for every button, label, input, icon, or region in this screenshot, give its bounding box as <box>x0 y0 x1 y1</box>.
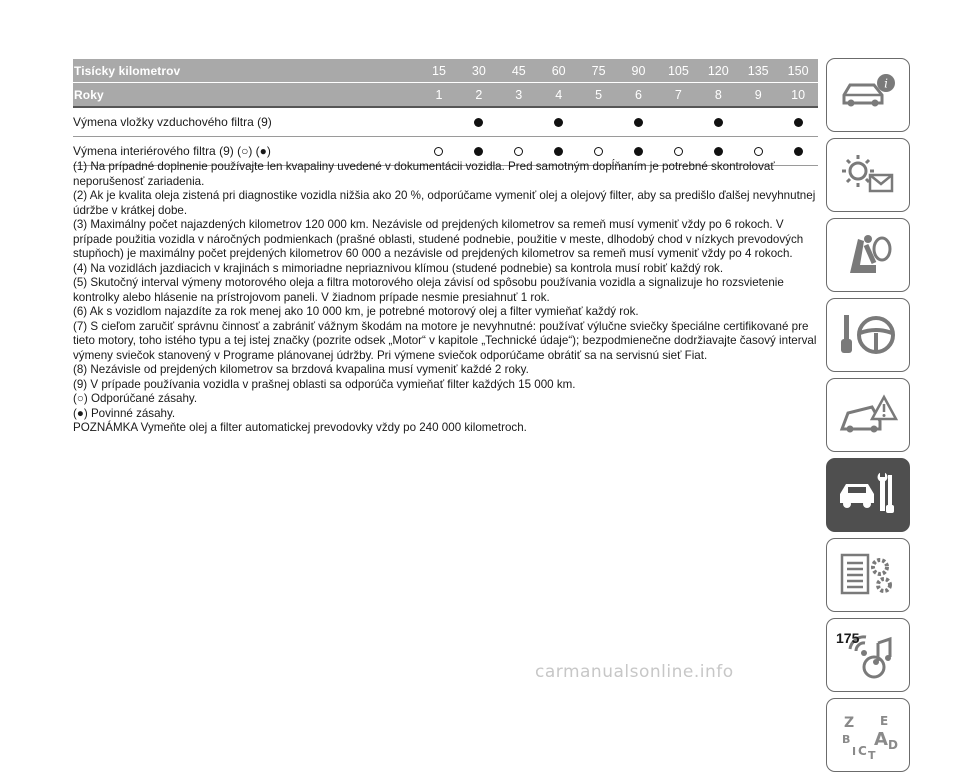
km-cells <box>419 64 818 78</box>
table-cell <box>658 115 698 129</box>
year-cells <box>419 88 818 102</box>
recommended-circle-icon <box>754 147 763 156</box>
header-year-cell: 10 <box>791 87 806 102</box>
mandatory-dot-icon <box>714 147 723 156</box>
tab-car-wrench[interactable] <box>826 458 910 532</box>
table-cell <box>418 115 458 129</box>
mandatory-dot-icon <box>474 118 483 127</box>
footnote: (●) Povinné zásahy. <box>73 406 176 420</box>
car-info-icon <box>836 69 900 121</box>
svg-text:T: T <box>868 749 876 761</box>
airbag-seat-icon <box>836 229 900 281</box>
header-year-cell: 1 <box>435 87 443 102</box>
table-cell <box>618 115 658 129</box>
mandatory-dot-icon <box>714 118 723 127</box>
table-cell <box>578 115 618 129</box>
header-year-cell: 3 <box>515 87 523 102</box>
footnote: POZNÁMKA Vymeňte olej a filter automatickej prevodovky vždy po 240 000 kilometroch. <box>73 421 527 434</box>
header-km-cell: 135 <box>747 63 769 78</box>
table-cell <box>778 115 818 129</box>
header-km-cell: 75 <box>591 63 606 78</box>
tab-car-info[interactable] <box>826 58 910 132</box>
header-km-cell: 150 <box>787 63 809 78</box>
mandatory-dot-icon <box>794 118 803 127</box>
header-km-cell: 60 <box>551 63 566 78</box>
footnote: (7) S cieľom zaručiť správnu činnosť a zabrániť vážnym škodám na motore je nevyhnutné: používať výlučne sviečky špeciálne certifikované pre tieto motory, toho istého typu a tej istej značky (pozrite odsek „Motor“ v kapitole „Technické údaje“); bezpodmienečne dodržiavajte časový interval výmeny sviečok stanovený v Programe plánovanej údržby. Pri výmene sviečok odporúčame obrátiť sa na servisnú sieť Fiat. <box>73 319 817 362</box>
svg-text:Z: Z <box>844 715 855 731</box>
mandatory-dot-icon <box>794 147 803 156</box>
chapter-tabs <box>826 58 914 778</box>
header-years-label: Roky <box>74 87 104 102</box>
table-cell <box>538 144 578 158</box>
table-cell <box>418 144 458 158</box>
header-km-cell: 30 <box>471 63 486 78</box>
header-year-cell: 6 <box>635 87 642 102</box>
index-az-icon <box>836 709 900 761</box>
mandatory-dot-icon <box>474 147 483 156</box>
key-steering-icon <box>836 309 900 361</box>
table-header-years <box>73 82 818 106</box>
footnote: (2) Ak je kvalita oleja zistená pri diagnostike vozidla nižšia ako 20 %, odporúčame vymeniť olej a olejový filter, aby sa predišlo ďalšej nevyhnutnej údržbe v krátkej dobe. <box>73 189 816 217</box>
header-km-cell: 45 <box>511 63 526 78</box>
mandatory-dot-icon <box>634 118 643 127</box>
row-label: Výmena interiérového filtra (9) (○) (●) <box>73 144 271 158</box>
header-km-cell: 120 <box>707 63 729 78</box>
tab-specs-gears[interactable] <box>826 538 910 612</box>
mandatory-dot-icon <box>554 118 563 127</box>
tab-accident[interactable] <box>826 378 910 452</box>
header-km-cell: 90 <box>631 63 646 78</box>
footnote: (8) Nezávisle od prejdených kilometrov sa brzdová kvapalina musí vymeniť každé 2 roky. <box>73 363 529 376</box>
header-year-cell: 7 <box>674 87 682 102</box>
specs-gears-icon <box>836 549 900 601</box>
car-wrench-icon <box>836 469 900 521</box>
table-cell <box>738 144 778 158</box>
footnote: (9) V prípade používania vozidla v prašnej oblasti sa odporúča vymieňať filter každých 15 000 km. <box>73 377 576 391</box>
row-label: Výmena vložky vzduchového filtra (9) <box>73 115 272 129</box>
recommended-circle-icon <box>674 147 683 156</box>
table-cell <box>618 144 658 158</box>
header-year-cell: 2 <box>475 87 483 102</box>
table-cell <box>698 144 738 158</box>
svg-text:I: I <box>852 745 857 758</box>
tab-index-az[interactable] <box>826 698 910 772</box>
recommended-circle-icon <box>434 147 443 156</box>
footnote: (5) Skutočný interval výmeny motorového oleja a filtra motorového oleja závisí od spôsobu používania vozidla a signalizuje ho rozsvietenie kontrolky alebo hlásenie na prístrojovom paneli. V žiadnom prípade nesmie presiahnuť 1 rok. <box>73 276 784 304</box>
footnotes <box>73 160 821 436</box>
recommended-circle-icon <box>594 147 603 156</box>
header-year-cell: 9 <box>754 87 762 102</box>
footnote: (4) Na vozidlách jazdiacich v krajinách s mimoriadne nepriaznivou klímou (studené podnebie) sa kontrola musí robiť každý rok. <box>73 261 724 275</box>
svg-text:i: i <box>884 76 888 91</box>
table-cell <box>498 115 538 129</box>
table-cell <box>658 144 698 158</box>
table-header-km <box>73 59 818 82</box>
table-cell <box>738 115 778 129</box>
table-cell <box>698 115 738 129</box>
table-cell <box>538 115 578 129</box>
table-cell <box>578 144 618 158</box>
recommended-circle-icon <box>514 147 523 156</box>
warning-lights-icon <box>836 149 900 201</box>
footnote: (6) Ak s vozidlom najazdíte za rok menej ako 10 000 km, je potrebné motorový olej a filter vymieňať každý rok. <box>73 305 639 318</box>
table-cell <box>458 115 498 129</box>
footnote: (○) Odporúčané zásahy. <box>73 392 198 405</box>
header-km-label: Tisícky kilometrov <box>74 63 181 78</box>
tab-key-steering[interactable] <box>826 298 910 372</box>
table-cell <box>778 144 818 158</box>
header-km-cell: 15 <box>432 63 446 78</box>
footnote: (3) Maximálny počet najazdených kilometrov 120 000 km. Nezávisle od prejdených kilometrov sa remeň musí vymeniť vždy po 6 rokoch. V prípade použitia vozidla v náročných podmienkach (prašné oblasti, studené podnebie, použitie v meste, dlhodobý chod v nízkych prevodových stupňoch) je maximálny počet prejdených kilometrov 60 000 a nezávisle od prejdených kilometrov sa remeň musí vymeniť vždy po 4 rokoch. <box>73 218 804 260</box>
svg-text:B: B <box>842 733 851 746</box>
tab-airbag-seat[interactable] <box>826 218 910 292</box>
page-number: 175 <box>836 630 860 646</box>
mandatory-dot-icon <box>554 147 563 156</box>
table-body <box>73 106 818 166</box>
table-row <box>73 106 818 137</box>
header-year-cell: 4 <box>555 87 563 102</box>
table-cell <box>498 144 538 158</box>
accident-icon <box>836 389 900 441</box>
header-year-cell: 5 <box>595 87 603 102</box>
tab-warning-lights[interactable] <box>826 138 910 212</box>
watermark: carmanualsonline.info <box>535 662 734 682</box>
header-km-cell: 105 <box>667 63 689 78</box>
maintenance-table <box>73 59 818 166</box>
header-year-cell: 8 <box>714 87 722 102</box>
footnote: (1) Na prípadné doplnenie používajte len kvapaliny uvedené v dokumentácii vozidla. Pred samotným dopĺňaním je potrebné skontrolovať neporušenosť zariadenia. <box>73 160 775 188</box>
svg-text:C: C <box>858 744 867 758</box>
svg-text:A: A <box>874 729 888 750</box>
mandatory-dot-icon <box>634 147 643 156</box>
table-cell <box>458 144 498 158</box>
svg-text:D: D <box>888 738 898 752</box>
svg-text:E: E <box>880 714 889 728</box>
